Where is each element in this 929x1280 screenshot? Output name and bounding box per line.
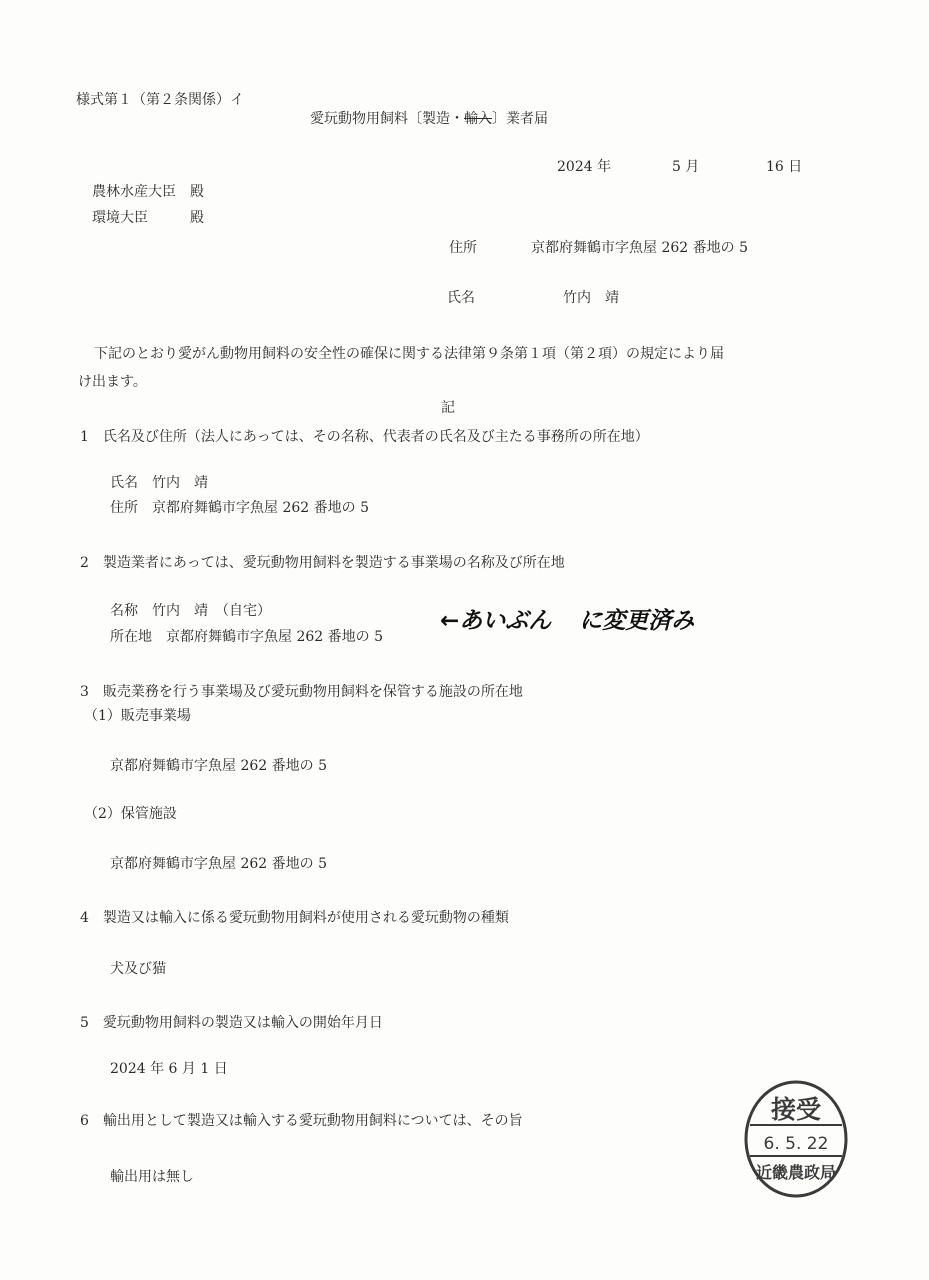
applicant-name-label: 氏名: [447, 290, 475, 306]
section-4-value: 犬及び猫: [110, 961, 166, 977]
title-struck-text: 輸入: [464, 111, 492, 127]
applicant-address: 京都府舞鶴市字魚屋 262 番地の 5: [531, 240, 748, 256]
section-3-sub-1: （1）販売事業場: [84, 708, 191, 724]
section-3-sub-2-value: 京都府舞鶴市字魚屋 262 番地の 5: [110, 856, 327, 872]
title-suffix: 〕業者届: [492, 111, 548, 127]
document-title: [310, 110, 548, 128]
section-6-heading: 6 輸出用として製造又は輸入する愛玩動物用飼料については、その旨: [80, 1113, 523, 1129]
section-5-value: 2024 年 6 月 1 日: [110, 1061, 228, 1077]
section-6-value: 輸出用は無し: [110, 1169, 194, 1185]
ki-heading: 記: [441, 400, 455, 416]
section-2-heading: 2 製造業者にあっては、愛玩動物用飼料を製造する事業場の名称及び所在地: [80, 555, 565, 571]
handwritten-change-note: [440, 602, 694, 635]
addressee-env: 環境大臣 殿: [92, 210, 204, 226]
change-note-part-2: に変更済み: [579, 608, 695, 634]
stamp-top-text: 接受: [770, 1095, 822, 1124]
section-2-address: 所在地 京都府舞鶴市字魚屋 262 番地の 5: [110, 629, 383, 645]
section-3-heading: 3 販売業務を行う事業場及び愛玩動物用飼料を保管する施設の所在地: [80, 684, 523, 700]
stamp-date-text: 6. 5. 22: [763, 1134, 829, 1154]
addressee-maff: 農林水産大臣 殿: [92, 184, 204, 200]
reception-stamp: [742, 1078, 850, 1200]
applicant-address-label: 住所: [449, 240, 477, 256]
intro-line-2: け出ます。: [78, 374, 147, 390]
section-3-sub-2: （2）保管施設: [84, 806, 177, 822]
section-1-heading: 1 氏名及び住所（法人にあっては、その名称、代表者の氏名及び主たる事務所の所在地）: [80, 429, 649, 445]
section-1-address: 住所 京都府舞鶴市字魚屋 262 番地の 5: [110, 500, 369, 516]
date-year: 2024 年: [557, 159, 612, 175]
title-prefix: 愛玩動物用飼料〔製造・: [310, 111, 464, 127]
intro-line-1: 下記のとおり愛がん動物用飼料の安全性の確保に関する法律第９条第１項（第２項）の規定により届: [94, 346, 724, 362]
form-label: 様式第１（第２条関係）イ: [76, 92, 244, 108]
date-month: 5 月: [672, 159, 700, 175]
stamp-bottom-text: 近畿農政局: [755, 1163, 837, 1182]
section-4-heading: 4 製造又は輸入に係る愛玩動物用飼料が使用される愛玩動物の種類: [80, 910, 509, 926]
section-3-sub-1-value: 京都府舞鶴市字魚屋 262 番地の 5: [110, 758, 327, 774]
section-1-name: 氏名 竹内 靖: [110, 475, 208, 491]
date-day: 16 日: [766, 159, 803, 175]
change-note-part-1: ←あいぶん: [440, 608, 552, 634]
section-5-heading: 5 愛玩動物用飼料の製造又は輸入の開始年月日: [80, 1015, 383, 1031]
applicant-name: 竹内 靖: [563, 290, 619, 306]
section-2-name: 名称 竹内 靖 （自宅）: [110, 603, 271, 619]
